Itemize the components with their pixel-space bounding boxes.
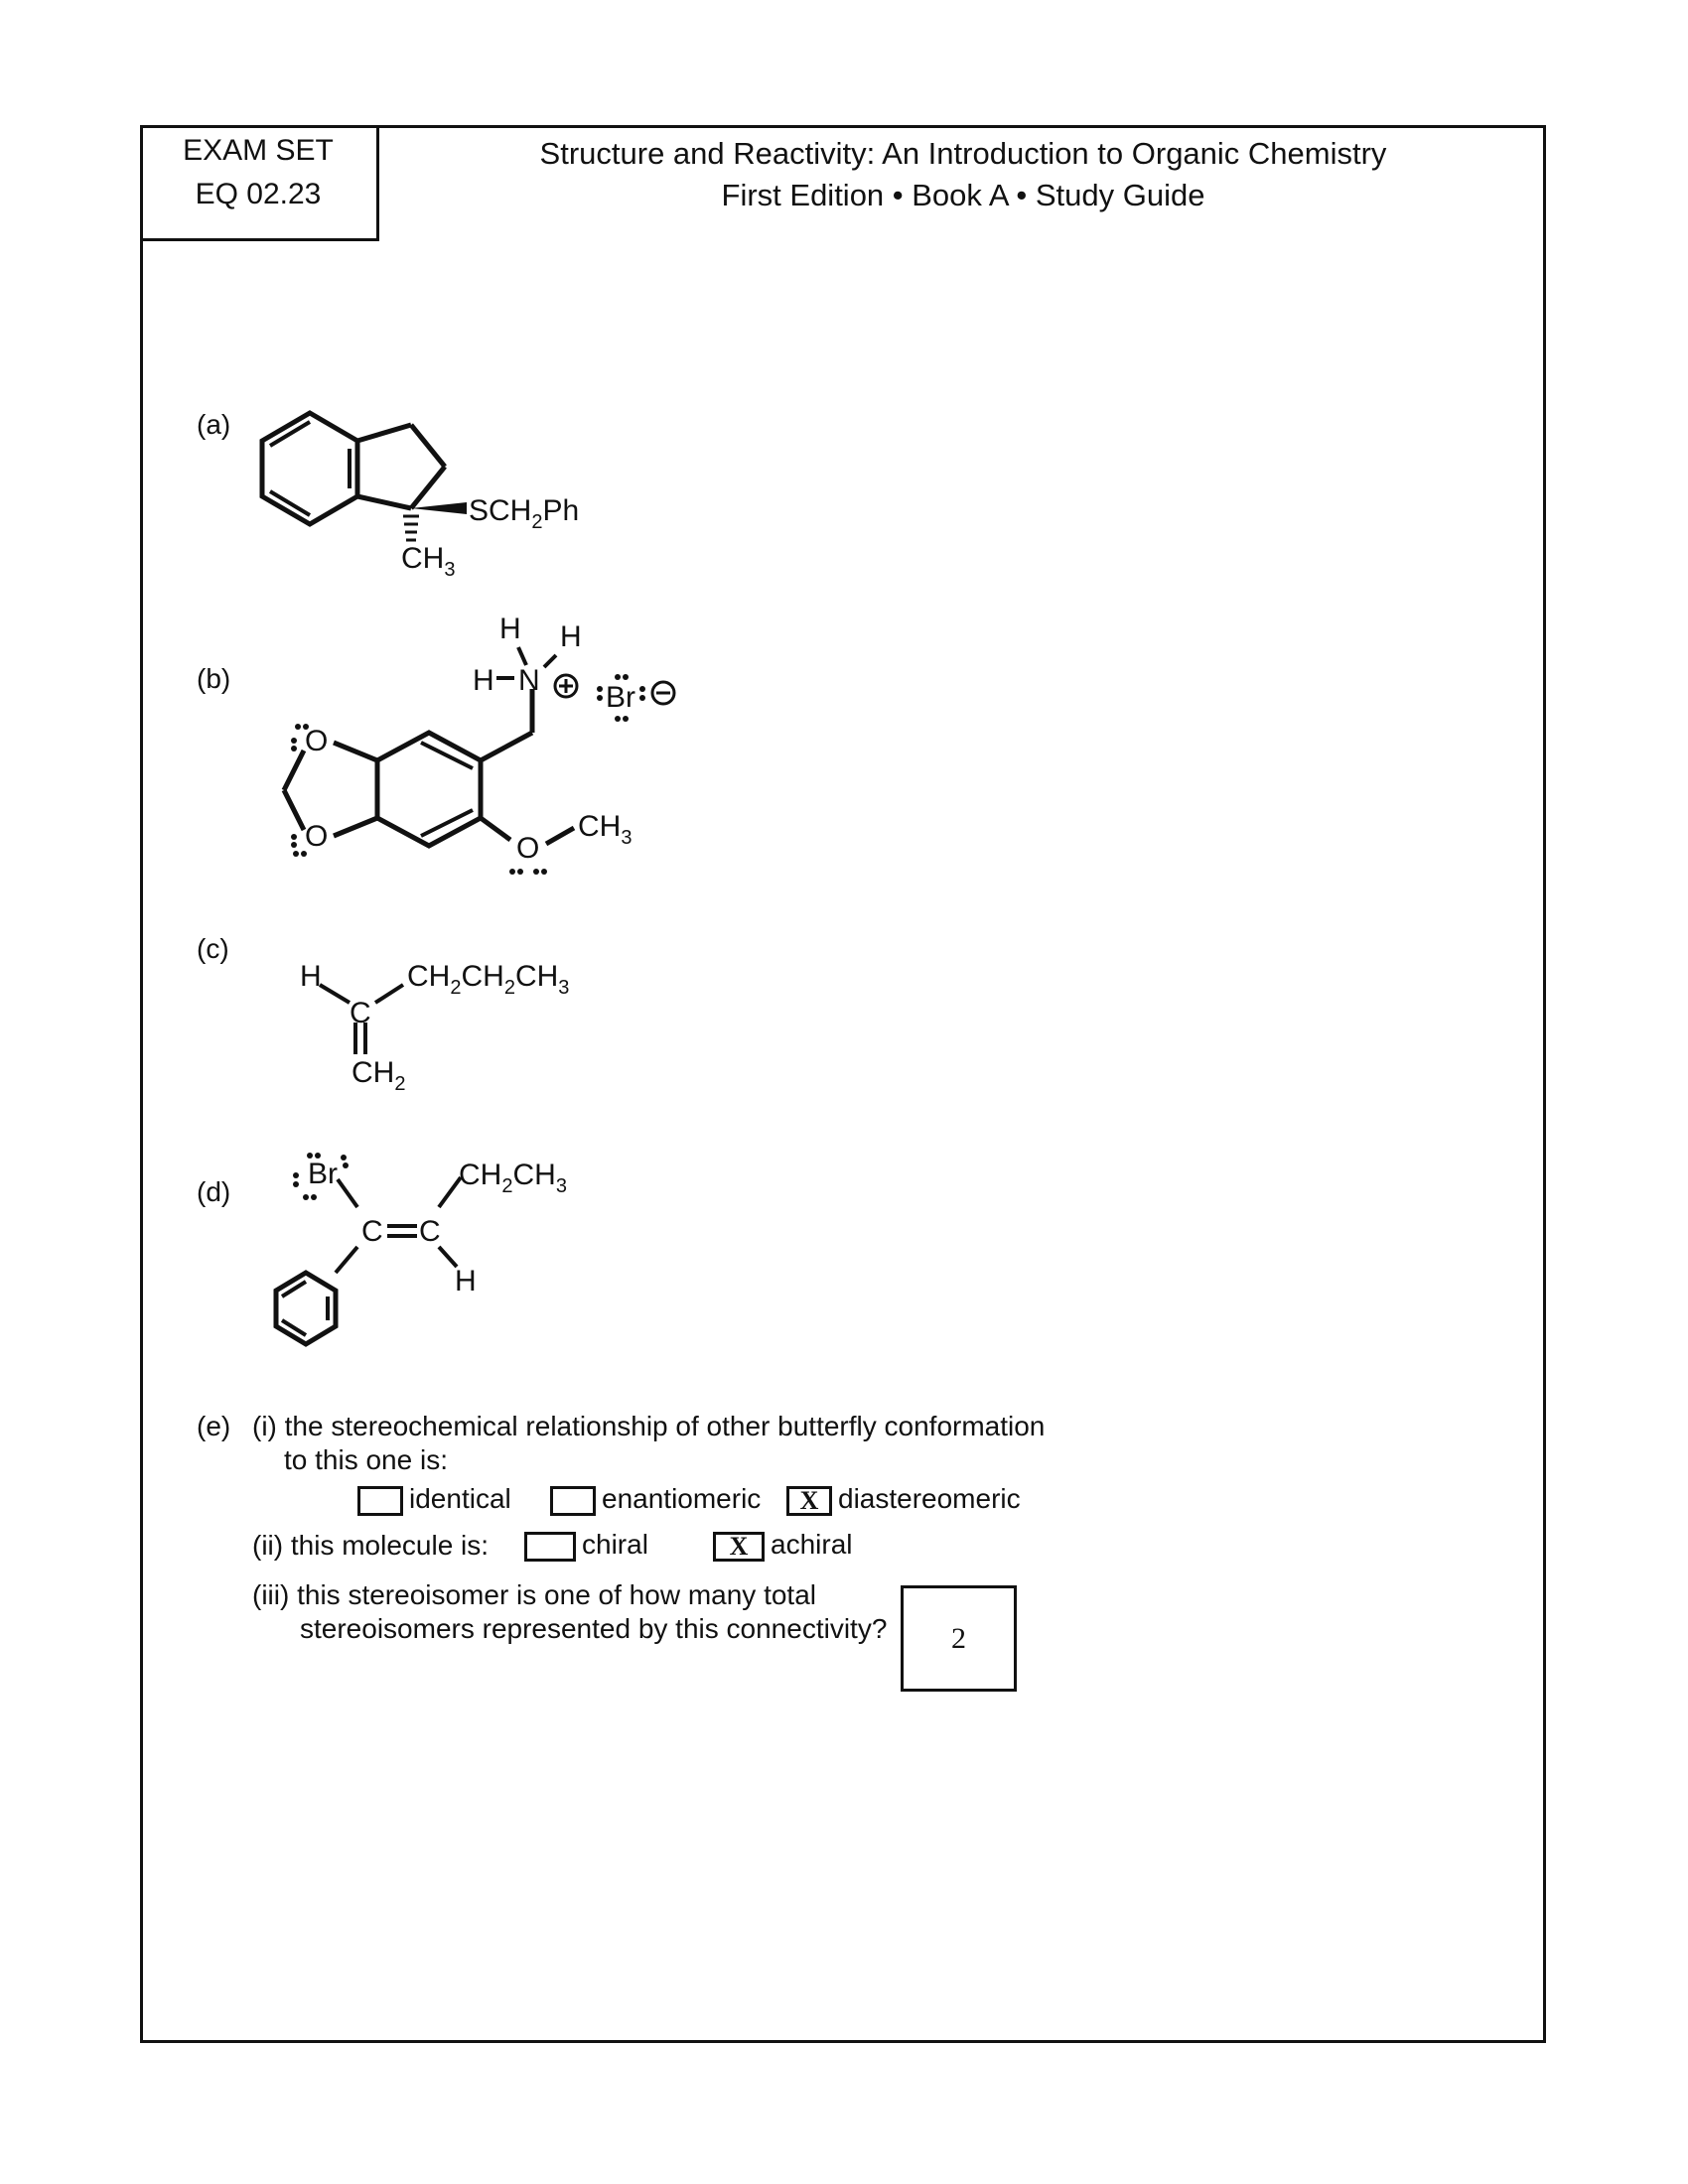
option-enantiomeric[interactable]: enantiomeric <box>550 1483 761 1516</box>
part-c-label: (c) <box>197 933 229 964</box>
c-ch2: $CH_2$ <box>352 1056 406 1095</box>
option-achiral[interactable]: X achiral <box>713 1529 852 1562</box>
header-subtitle: First Edition • Book A • Study Guide <box>721 178 1205 212</box>
checkbox-achiral[interactable]: X <box>713 1532 765 1562</box>
answer-box-iii[interactable]: 2 <box>901 1585 1017 1692</box>
part-e-label: (e) <box>197 1411 231 1441</box>
d-br: Br <box>308 1158 338 1190</box>
b-o-methoxy: O <box>516 832 540 865</box>
exam-set-code: EQ 02.23 <box>195 178 322 210</box>
question-ii-text: (ii) this molecule is: <box>252 1530 490 1561</box>
d-h: H <box>455 1265 477 1297</box>
b-ch3: $CH_3$ <box>578 810 633 849</box>
c-propyl: $CH_2CH_2CH_3$ <box>407 960 570 999</box>
b-o-bottom: O <box>305 820 329 853</box>
question-i-line1: (i) the stereochemical relationship of other butterfly conformation <box>252 1411 1046 1441</box>
option-identical[interactable]: identical <box>357 1483 511 1516</box>
d-c1: C <box>361 1215 383 1248</box>
question-iii-line1: (iii) this stereoisomer is one of how many total <box>252 1579 816 1610</box>
b-h-right: H <box>560 620 582 653</box>
b-h-top: H <box>499 613 521 645</box>
b-br: Br <box>606 681 635 714</box>
question-iii-line2: stereoisomers represented by this connectivity? <box>300 1613 888 1644</box>
a-sch2ph: $SCH_2Ph$ <box>469 494 580 533</box>
question-i-line2: to this one is: <box>284 1444 448 1475</box>
d-c2: C <box>419 1215 441 1248</box>
b-o-top: O <box>305 725 329 757</box>
exam-set-label: EXAM SET <box>183 134 334 167</box>
d-ethyl: $CH_2CH_3$ <box>459 1159 567 1197</box>
part-d-label: (d) <box>197 1176 231 1207</box>
checkbox-enantiomeric[interactable] <box>550 1486 596 1516</box>
c-h: H <box>300 960 322 993</box>
checkbox-chiral[interactable] <box>524 1532 576 1562</box>
c-c: C <box>350 997 371 1029</box>
option-chiral[interactable]: chiral <box>524 1529 648 1562</box>
structure-d <box>276 1177 461 1344</box>
a-ch3: $CH_3$ <box>401 542 456 581</box>
header-title: Structure and Reactivity: An Introduction to Organic Chemistry <box>539 136 1387 171</box>
b-h-left: H <box>473 664 494 697</box>
structure-a <box>262 413 467 540</box>
part-a-label: (a) <box>197 409 231 440</box>
option-diastereomeric[interactable]: X diastereomeric <box>786 1483 1021 1516</box>
lone-pair-dots-b <box>291 674 645 875</box>
b-n: N <box>518 664 540 697</box>
checkbox-diastereomeric[interactable]: X <box>786 1486 832 1516</box>
checkbox-identical[interactable] <box>357 1486 403 1516</box>
part-b-label: (b) <box>197 663 231 694</box>
